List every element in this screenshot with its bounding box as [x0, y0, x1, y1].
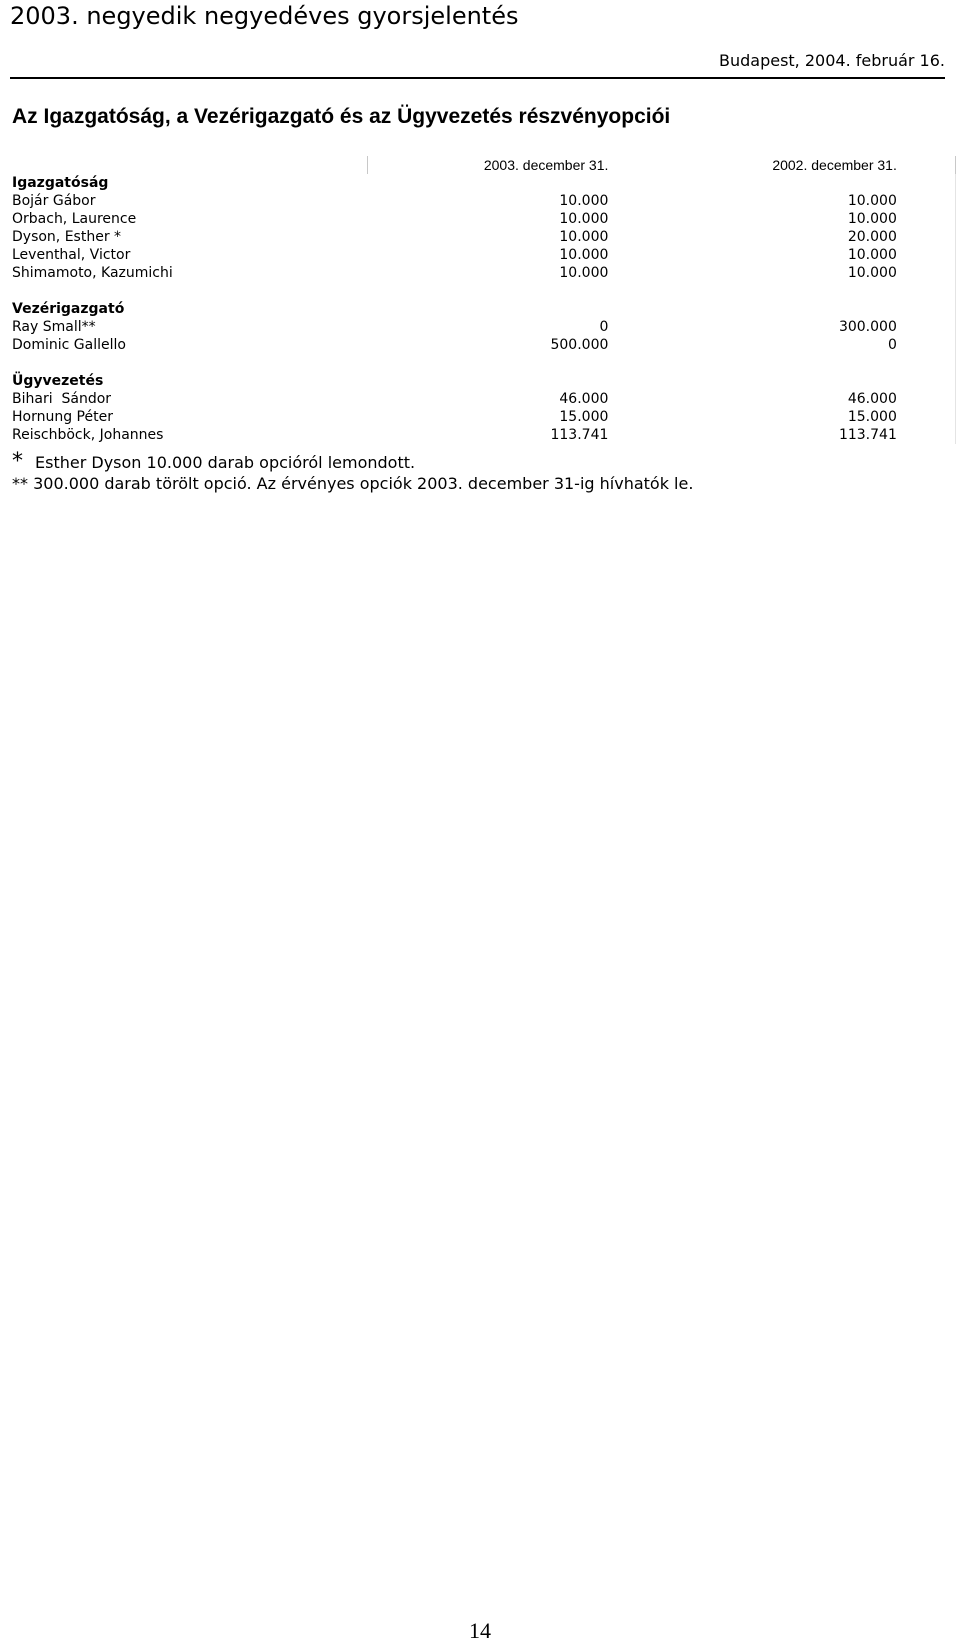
document-header	[10, 0, 945, 70]
footnote-1-mark: *	[12, 449, 23, 474]
group-title-ugyvezetes: Ügyvezetés	[12, 373, 104, 389]
row-name: Reischböck, Johannes	[12, 427, 164, 443]
spacer-row	[8, 354, 956, 372]
row-value-2002: 10.000	[847, 193, 897, 209]
table-row	[8, 336, 956, 354]
section-title: Az Igazgatóság, a Vezérigazgató és az Ügyvezetés részvényopciói	[12, 105, 671, 128]
row-value-2002: 15.000	[847, 409, 897, 425]
row-value-2003: 10.000	[559, 211, 609, 227]
row-value-2003: 0	[599, 319, 609, 335]
row-value-2002: 20.000	[847, 229, 897, 245]
table-row	[8, 228, 956, 246]
group-title-row	[8, 372, 956, 390]
page-number: 14	[469, 1618, 491, 1643]
row-value-2002: 10.000	[847, 265, 897, 281]
row-name: Bojár Gábor	[12, 193, 96, 209]
stock-options-table	[8, 156, 956, 444]
row-name: Hornung Péter	[12, 409, 113, 425]
row-value-2003: 10.000	[559, 247, 609, 263]
table-row	[8, 408, 956, 426]
row-value-2003: 500.000	[550, 337, 609, 353]
table-row	[8, 192, 956, 210]
row-name: Bihari Sándor	[12, 391, 112, 407]
row-name: Dyson, Esther *	[12, 229, 122, 245]
footnotes	[12, 451, 693, 494]
document-date: Budapest, 2004. február 16.	[718, 51, 945, 70]
row-value-2003: 10.000	[559, 193, 609, 209]
row-value-2003: 46.000	[559, 391, 609, 407]
header-divider	[10, 77, 945, 79]
group-title-igazgatosag: Igazgatóság	[12, 175, 109, 191]
table-row	[8, 264, 956, 282]
row-value-2003: 10.000	[559, 229, 609, 245]
row-name: Leventhal, Victor	[12, 247, 131, 263]
column-header-2003: 2003. december 31.	[368, 156, 609, 174]
footnote-2-text: ** 300.000 darab törölt opció. Az érvényes opciók 2003. december 31-ig hívhatók le.	[12, 474, 694, 493]
table-header-name	[8, 156, 368, 174]
row-name: Orbach, Laurence	[12, 211, 137, 227]
row-value-2002: 46.000	[847, 391, 897, 407]
group-title-row	[8, 300, 956, 318]
row-value-2002: 10.000	[847, 247, 897, 263]
row-name: Ray Small**	[12, 319, 96, 335]
row-value-2002: 0	[887, 337, 897, 353]
row-value-2002: 300.000	[838, 319, 897, 335]
row-name: Shimamoto, Kazumichi	[12, 265, 173, 281]
table-row	[8, 390, 956, 408]
group-title-vezerigazgato: Vezérigazgató	[12, 301, 125, 317]
table-row	[8, 318, 956, 336]
footnote-1-text: Esther Dyson 10.000 darab opcióról lemondott.	[35, 453, 416, 472]
row-value-2003: 113.741	[550, 427, 609, 443]
spacer-row	[8, 282, 956, 300]
table-header-end	[897, 156, 956, 174]
table-row	[8, 246, 956, 264]
row-value-2003: 15.000	[559, 409, 609, 425]
group-title-row	[8, 174, 956, 192]
row-value-2002: 113.741	[838, 427, 897, 443]
column-header-2002: 2002. december 31.	[772, 157, 897, 173]
footnote-1	[12, 451, 693, 473]
row-value-2002: 10.000	[847, 211, 897, 227]
row-value-2003: 10.000	[559, 265, 609, 281]
table-header-row	[8, 156, 956, 174]
row-name: Dominic Gallello	[12, 337, 126, 353]
table-row	[8, 426, 956, 444]
table-row	[8, 210, 956, 228]
document-title: 2003. negyedik negyedéves gyorsjelentés	[10, 2, 519, 30]
